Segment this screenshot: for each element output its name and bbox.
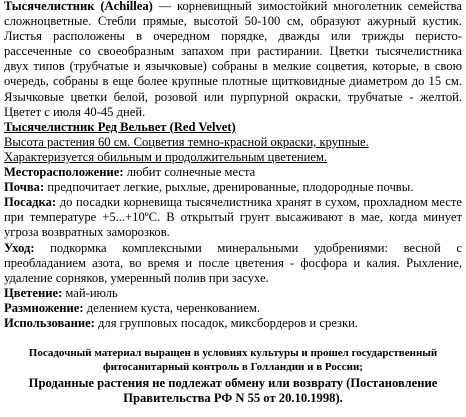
plant-name: Тысячелистник (Achillea): [4, 0, 153, 13]
variety-title-text: Тысячелистник Ред Вельвет (Red Velvet): [4, 119, 236, 134]
attr-planting-value: до посадки корневища тысячелистника хранят в сухом, прохладном месте при температуре +5...+10ºС. В открытый грунт высаживают в мае, когда минует угроза возвратных заморозков.: [4, 195, 462, 240]
phytosanitary-notice: Посадочный материал выращен в условиях культуры и прошел государственный фитосанитарный контроль в Голландии и в России;: [28, 347, 438, 373]
attr-propagation-label: Размножение:: [4, 300, 84, 315]
attr-care-value: подкормка комплексными минеральными удобрениями: весной с преобладанием азота, во время и после цветения - фосфора и калия. Рыхление, удаление сорняков, умеренный полив при засухе.: [4, 240, 462, 285]
intro-description: — корневищный зимостойкий многолетник семейства сложноцветные. Стебли прямые, высотой 50-100 см, образуют ажурный кустик. Листья расположены в очередном порядке, дважды или трижды перисто-рассеченные со своеобразным запахом при растирании. Цветки тысячелистника двух типов (трубчатые и язычковые) собраны в мелкие соцветия, которые, в свою очередь, собраны в еще более крупные плотные щитковидные диаметром до 15 см. Язычковые цветки белой, розовой или пурпурной окраски, трубчатые - желтой. Цветет с июля 40-45 дней.: [4, 0, 462, 119]
attr-soil: [4, 180, 462, 195]
attr-flowering-label: Цветение:: [4, 285, 63, 300]
variety-line-2: Характеризуется обильным и продолжительным цветением.: [4, 149, 328, 164]
attr-soil-label: Почва:: [4, 180, 45, 195]
attr-care: [4, 241, 462, 286]
legal-notice: [4, 347, 462, 406]
attr-location: [4, 165, 462, 180]
attr-usage-label: Использование:: [4, 315, 95, 330]
attr-soil-value: предпочитает легкие, рыхлые, дренированные, плодородные почвы.: [44, 180, 414, 195]
attr-usage: [4, 316, 462, 331]
variety-title: [4, 120, 462, 135]
intro-paragraph: [4, 0, 462, 120]
attr-planting-label: Посадка:: [4, 195, 57, 210]
attr-location-label: Месторасположение:: [4, 165, 124, 180]
attr-location-value: любит солнечные места: [123, 165, 256, 180]
attr-care-label: Уход:: [4, 240, 35, 255]
attr-flowering-value: май-июль: [62, 285, 118, 300]
attr-flowering: [4, 286, 462, 301]
attr-propagation-value: делением куста, черенкованием.: [83, 300, 261, 315]
attr-usage-value: для групповых посадок, миксбордеров и срезки.: [94, 315, 358, 330]
attr-propagation: [4, 301, 462, 316]
no-return-notice: Проданные растения не подлежат обмену или возврату (Постановление Правительства РФ N 55 от 20.10.1998).: [28, 376, 438, 405]
variety-line-1: Высота растения 60 см. Соцветия темно-красной окраски, крупные.: [4, 134, 369, 149]
attr-planting: [4, 195, 462, 240]
variety-section: [4, 120, 462, 165]
